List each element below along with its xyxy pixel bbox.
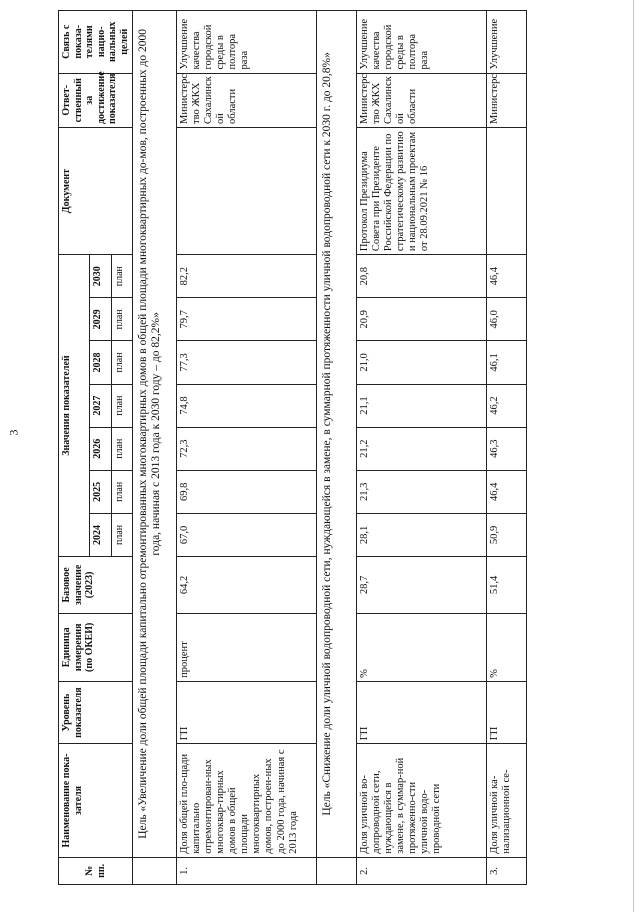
plan-label: план	[111, 384, 133, 427]
row-value: 79,7	[177, 298, 317, 341]
row-value: 72,3	[177, 427, 317, 470]
goal-row: Цель «Снижение доли уличной водопроводной сети, нуждающейся в замене, в суммарной протяженности уличной водопроводной сети к 2030 г. до 20,8%»	[317, 11, 357, 858]
row-name: Доля общей пло-щади капитально отремонтирован-ных многоквар-тирных домов в общей площади многоквартирных домов, построен-ных до 2000 года, начиная с 2013 года	[177, 744, 317, 857]
row-value: 21,3	[357, 470, 487, 513]
table-row	[177, 11, 317, 885]
row-base: 51,4	[487, 557, 527, 614]
row-name: Доля уличной ка-нализационной се-	[487, 744, 527, 857]
row-unit: процент	[177, 613, 317, 681]
row-value: 46,4	[487, 470, 527, 513]
header-document: Документ	[59, 128, 133, 255]
plan-label: план	[111, 427, 133, 470]
row-value: 21,0	[357, 341, 487, 384]
row-responsible: Министерс	[487, 73, 527, 127]
header-base: Базовое значение (2023)	[59, 557, 133, 614]
year-header: 2025	[90, 470, 111, 513]
goal-row: Цель «Увеличение доли общей площади капитально отремонтированных многоквартирных домов в общей площади многоквартирных до-мов, построенных до 2000 года, начиная с 2013 года к 2030 году – до 82,2%»	[133, 11, 177, 858]
row-link: Улучшение качества городской среды в полтора раза	[177, 11, 317, 74]
goal-num-cell	[317, 857, 357, 884]
row-responsible: Министерс тво ЖКХ Сахалинск ой области	[357, 73, 487, 127]
row-value: 46,1	[487, 341, 527, 384]
row-value: 21,2	[357, 427, 487, 470]
header-num: № пп.	[59, 857, 133, 884]
row-value: 20,8	[357, 255, 487, 298]
row-base: 28,7	[357, 557, 487, 614]
year-header: 2029	[90, 298, 111, 341]
header-level: Уровень показателя	[59, 681, 133, 743]
row-document: Протокол Президиума Совета при Президенте Российской Федерации по стратегическому развитию и национальным проектам от 28.09.2021 № 16	[357, 128, 487, 255]
row-link: Улучшение	[487, 11, 527, 74]
row-value: 67,0	[177, 513, 317, 556]
row-value: 46,0	[487, 298, 527, 341]
plan-label: план	[111, 341, 133, 384]
row-num: 2.	[357, 857, 487, 884]
year-header: 2027	[90, 384, 111, 427]
year-header: 2024	[90, 513, 111, 556]
row-document	[177, 128, 317, 255]
header-name: Наименование пока-зателя	[59, 744, 133, 857]
header-link: Связь с показа-телями нацио-нальных целей	[59, 11, 133, 74]
row-value: 69,8	[177, 470, 317, 513]
row-value: 50,9	[487, 513, 527, 556]
goal-num-cell	[133, 857, 177, 884]
row-name: Доля уличной во-допроводной сети, нуждающейся в замене, в суммар-ной протяженно-сти уличной водо-проводной сети	[357, 744, 487, 857]
row-level: ГП	[357, 681, 487, 743]
rotated-table-wrapper	[58, 10, 593, 885]
row-value: 77,3	[177, 341, 317, 384]
row-value: 74,8	[177, 384, 317, 427]
row-unit: %	[487, 613, 527, 681]
scan-edge-line	[633, 0, 634, 912]
row-value: 21,1	[357, 384, 487, 427]
header-unit: Единица измерения (по ОКЕИ)	[59, 613, 133, 681]
row-responsible: Министерс тво ЖКХ Сахалинск ой области	[177, 73, 317, 127]
row-value: 46,4	[487, 255, 527, 298]
row-unit: %	[357, 613, 487, 681]
plan-label: план	[111, 298, 133, 341]
year-header: 2028	[90, 341, 111, 384]
indicators-table	[58, 10, 527, 885]
row-value: 20,9	[357, 298, 487, 341]
row-value: 28,1	[357, 513, 487, 556]
row-base: 64,2	[177, 557, 317, 614]
header-values: Значения показателей	[59, 255, 90, 557]
page-number: 3	[6, 429, 21, 436]
table-row	[487, 11, 527, 885]
row-value: 46,2	[487, 384, 527, 427]
row-num: 1.	[177, 857, 317, 884]
row-level: ГП	[177, 681, 317, 743]
plan-label: план	[111, 513, 133, 556]
year-header: 2030	[90, 255, 111, 298]
year-header: 2026	[90, 427, 111, 470]
header-responsible: Ответ-ственный за достижение показателя	[59, 73, 133, 127]
row-num: 3.	[487, 857, 527, 884]
plan-label: план	[111, 255, 133, 298]
table-row	[357, 11, 487, 885]
plan-label: план	[111, 470, 133, 513]
row-document	[487, 128, 527, 255]
row-value: 82,2	[177, 255, 317, 298]
row-value: 46,3	[487, 427, 527, 470]
row-level: ГП	[487, 681, 527, 743]
row-link: Улучшение качества городской среды в полтора раза	[357, 11, 487, 74]
